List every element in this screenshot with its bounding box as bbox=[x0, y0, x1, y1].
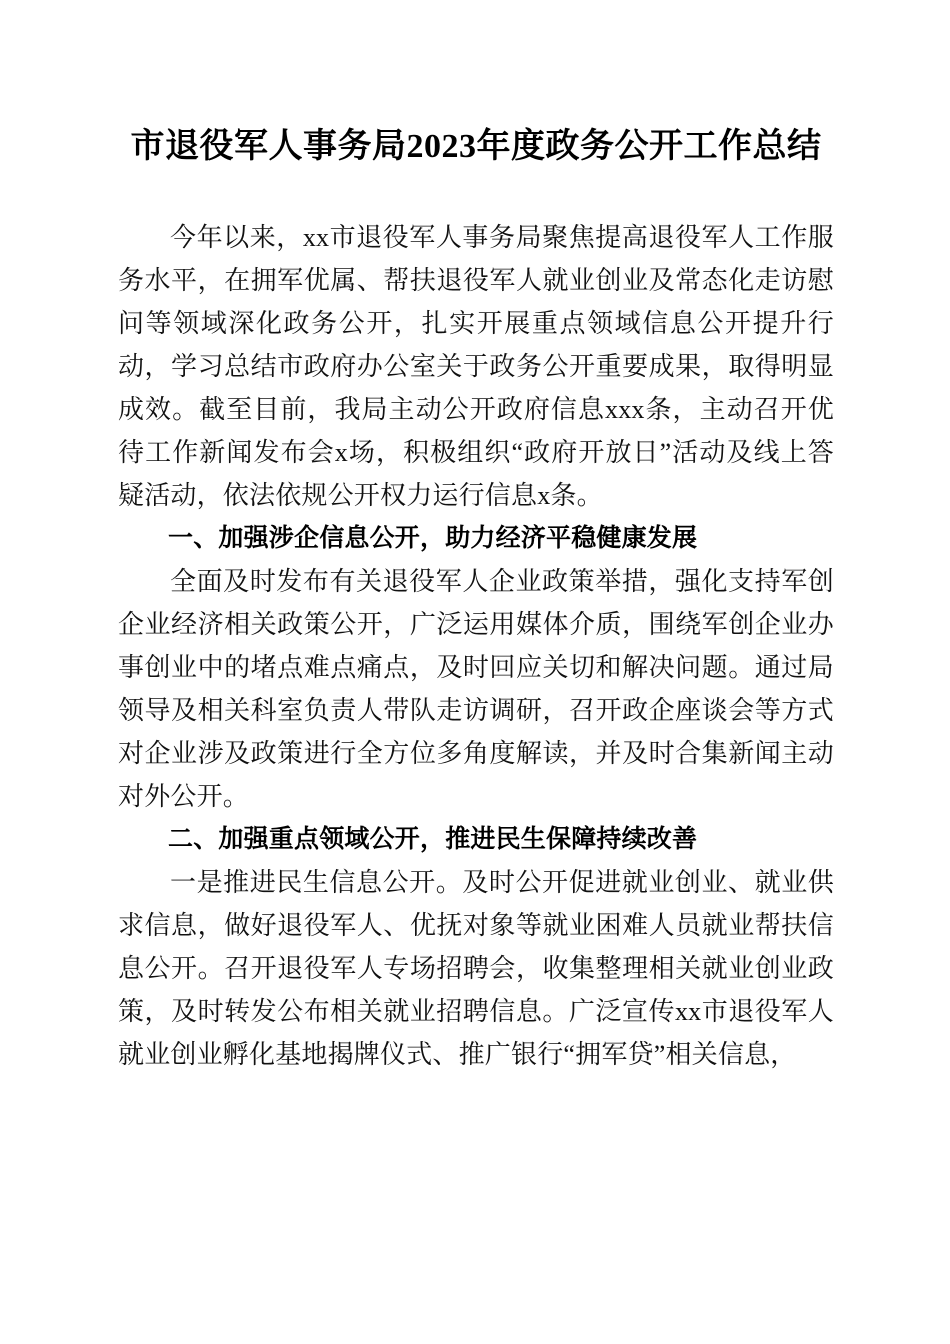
section-two-paragraph: 一是推进民生信息公开。及时公开促进就业创业、就业供求信息，做好退役军人、优抚对象等就业困难人员就业帮扶信息公开。召开退役军人专场招聘会，收集整理相关就业创业政策，及时转发公布相关就业招聘信息。广泛宣传xx市退役军人就业创业孵化基地揭牌仪式、推广银行“拥军贷”相关信息， bbox=[118, 868, 834, 1069]
page-title: 市退役军人事务局2023年度政务公开工作总结 bbox=[130, 128, 822, 165]
title-body-spacer bbox=[118, 172, 834, 216]
section-one-paragraph: 全面及时发布有关退役军人企业政策举措，强化支持军创企业经济相关政策公开，广泛运用媒体介质，围绕军创企业办事创业中的堵点难点痛点，及时回应关切和解决问题。通过局领导及相关科室负责人带队走访调研，召开政企座谈会等方式对企业涉及政策进行全方位多角度解读，并及时合集新闻主动对外公开。 bbox=[118, 567, 834, 811]
section-heading-two: 二、加强重点领域公开，推进民生保障持续改善 bbox=[168, 825, 698, 853]
intro-paragraph: 今年以来，xx市退役军人事务局聚焦提高退役军人工作服务水平，在拥军优属、帮扶退役军人就业创业及常态化走访慰问等领域深化政务公开，扎实开展重点领域信息公开提升行动，学习总结市政府办公室关于政务公开重要成果，取得明显成效。截至目前，我局主动公开政府信息xxx条，主动召开优待工作新闻发布会x场，积极组织“政府开放日”活动及线上答疑活动，依法依规公开权力运行信息x条。 bbox=[118, 223, 834, 510]
document-content bbox=[118, 0, 834, 1076]
section-heading-one: 一、加强涉企信息公开，助力经济平稳健康发展 bbox=[168, 524, 698, 552]
